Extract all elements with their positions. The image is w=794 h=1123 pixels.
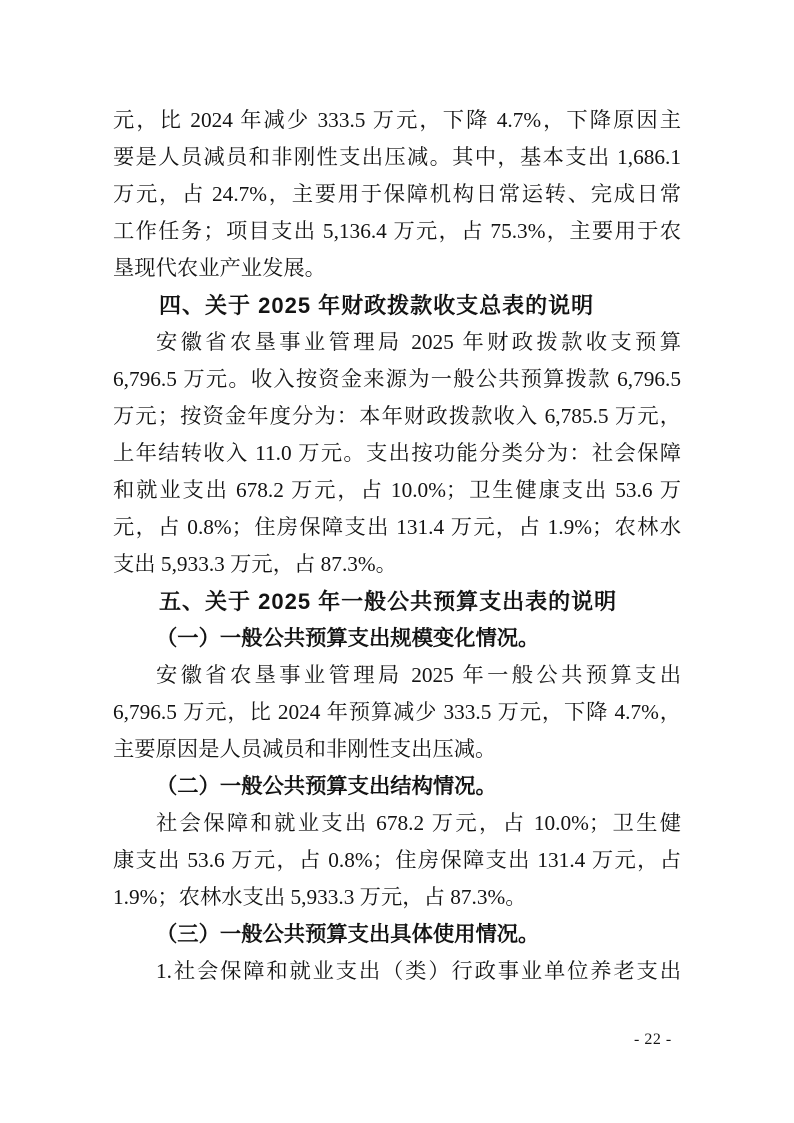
- page-number: - 22 -: [634, 1031, 672, 1048]
- numbered-item-line: 1.社会保障和就业支出（类）行政事业单位养老支出: [156, 959, 681, 983]
- document-body: [113, 102, 681, 990]
- paragraph-line: 工作任务；项目支出 5,136.4 万元，占 75.3%，主要用于农: [113, 219, 681, 243]
- paragraph-line: 6,796.5 万元。收入按资金来源为一般公共预算拨款 6,796.5: [113, 367, 681, 391]
- subsection-1-heading: （一）一般公共预算支出规模变化情况。: [156, 626, 540, 650]
- paragraph-first-line: 安徽省农垦事业管理局 2025 年财政拨款收支预算: [156, 330, 681, 354]
- paragraph-first-line: 安徽省农垦事业管理局 2025 年一般公共预算支出: [156, 663, 681, 687]
- paragraph-line: 和就业支出 678.2 万元，占 10.0%；卫生健康支出 53.6 万: [113, 478, 681, 502]
- paragraph-last-line: 支出 5,933.3 万元，占 87.3%。: [113, 552, 397, 576]
- paragraph-line: 万元；按资金年度分为：本年财政拨款收入 6,785.5 万元，: [113, 404, 681, 428]
- paragraph-line: 上年结转收入 11.0 万元。支出按功能分类分为：社会保障: [113, 441, 681, 465]
- paragraph-line: 元，比 2024 年减少 333.5 万元，下降 4.7%，下降原因主: [113, 108, 681, 132]
- paragraph-line: 6,796.5 万元，比 2024 年预算减少 333.5 万元，下降 4.7%，: [113, 700, 681, 724]
- subsection-3-heading: （三）一般公共预算支出具体使用情况。: [156, 922, 540, 946]
- paragraph-last-line: 1.9%；农林水支出 5,933.3 万元，占 87.3%。: [113, 885, 527, 909]
- paragraph-line: 元，占 0.8%；住房保障支出 131.4 万元，占 1.9%；农林水: [113, 515, 681, 539]
- section-5-heading: 五、关于 2025 年一般公共预算支出表的说明: [159, 589, 618, 614]
- section-4-heading: 四、关于 2025 年财政拨款收支总表的说明: [159, 293, 595, 318]
- paragraph-line: 万元，占 24.7%，主要用于保障机构日常运转、完成日常: [113, 182, 681, 206]
- paragraph-line: 康支出 53.6 万元，占 0.8%；住房保障支出 131.4 万元，占: [113, 848, 681, 872]
- paragraph-last-line: 垦现代农业产业发展。: [113, 256, 326, 280]
- paragraph-first-line: 社会保障和就业支出 678.2 万元，占 10.0%；卫生健: [156, 811, 681, 835]
- paragraph-last-line: 主要原因是人员减员和非刚性支出压减。: [113, 737, 497, 761]
- paragraph-line: 要是人员减员和非刚性支出压减。其中，基本支出 1,686.1: [113, 145, 681, 169]
- subsection-2-heading: （二）一般公共预算支出结构情况。: [156, 774, 497, 798]
